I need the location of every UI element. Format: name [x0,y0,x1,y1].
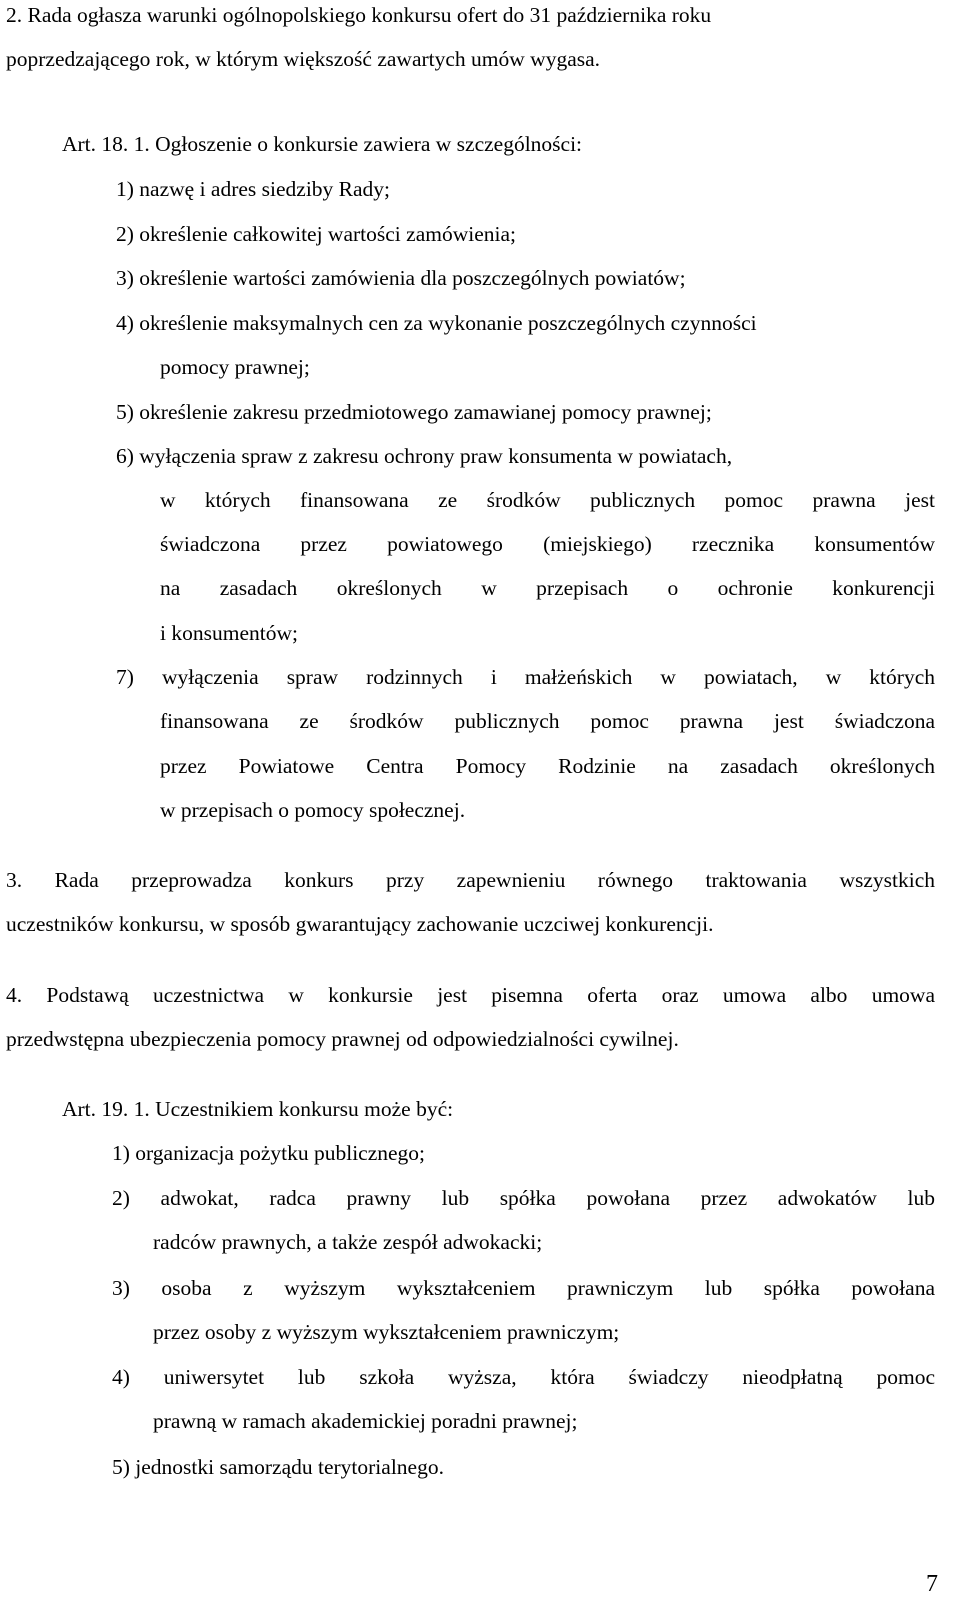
art-19-item-5: 5) jednostki samorządu terytorialnego. [112,1455,444,1479]
art-19-item-3-cont: przez osoby z wyższym wykształceniem prawniczym; [153,1320,620,1344]
art-18-item-5: 5) określenie zakresu przedmiotowego zamawianej pomocy prawnej; [116,400,712,424]
art-18-item-4: 4) określenie maksymalnych cen za wykonanie poszczególnych czynności [116,311,757,335]
art-18-item-7-cont-1: finansowana ze środków publicznych pomoc prawna jest świadczona [160,709,935,733]
section-4-line-2: przedwstępna ubezpieczenia pomocy prawnej od odpowiedzialności cywilnej. [6,1027,679,1051]
section-2-line-2: poprzedzającego rok, w którym większość zawartych umów wygasa. [6,47,601,71]
art-19-item-2: 2) adwokat, radca prawny lub spółka powołana przez adwokatów lub [112,1186,935,1210]
art-18-item-7-cont-2: przez Powiatowe Centra Pomocy Rodzinie na zasadach określonych [160,754,935,778]
section-4-line-1: 4. Podstawą uczestnictwa w konkursie jest pisemna oferta oraz umowa albo umowa [6,983,935,1007]
art-18-item-7: 7) wyłączenia spraw rodzinnych i małżeńskich w powiatach, w których [116,665,935,689]
art-18-item-6-cont-4: i konsumentów; [160,621,298,645]
art-19-heading: Art. 19. 1. Uczestnikiem konkursu może być: [62,1097,454,1121]
art-18-item-6-cont-2: świadczona przez powiatowego (miejskiego) rzecznika konsumentów [160,532,935,556]
art-19-item-4-cont: prawną w ramach akademickiej poradni prawnej; [153,1409,578,1433]
art-18-item-1: 1) nazwę i adres siedziby Rady; [116,177,391,201]
art-18-item-7-cont-3: w przepisach o pomocy społecznej. [160,798,466,822]
section-2-line-1: 2. Rada ogłasza warunki ogólnopolskiego konkursu ofert do 31 października roku [6,3,712,27]
art-18-item-4-cont: pomocy prawnej; [160,355,310,379]
art-19-item-4: 4) uniwersytet lub szkoła wyższa, która świadczy nieodpłatną pomoc [112,1365,935,1389]
art-18-item-6-cont-1: w których finansowana ze środków publicznych pomoc prawna jest [160,488,935,512]
art-19-item-3: 3) osoba z wyższym wykształceniem prawniczym lub spółka powołana [112,1276,935,1300]
art-19-item-1: 1) organizacja pożytku publicznego; [112,1141,426,1165]
art-18-item-6: 6) wyłączenia spraw z zakresu ochrony praw konsumenta w powiatach, [116,444,733,468]
art-18-item-3: 3) określenie wartości zamówienia dla poszczególnych powiatów; [116,266,686,290]
section-3-line-1: 3. Rada przeprowadza konkurs przy zapewnieniu równego traktowania wszystkich [6,868,935,892]
art-18-heading: Art. 18. 1. Ogłoszenie o konkursie zawiera w szczególności: [62,132,583,156]
art-19-item-2-cont: radców prawnych, a także zespół adwokacki; [153,1230,543,1254]
art-18-item-6-cont-3: na zasadach określonych w przepisach o ochronie konkurencji [160,576,935,600]
section-3-line-2: uczestników konkursu, w sposób gwarantujący zachowanie uczciwej konkurencji. [6,912,714,936]
art-18-item-2: 2) określenie całkowitej wartości zamówienia; [116,222,516,246]
page-number: 7 [926,1571,938,1597]
